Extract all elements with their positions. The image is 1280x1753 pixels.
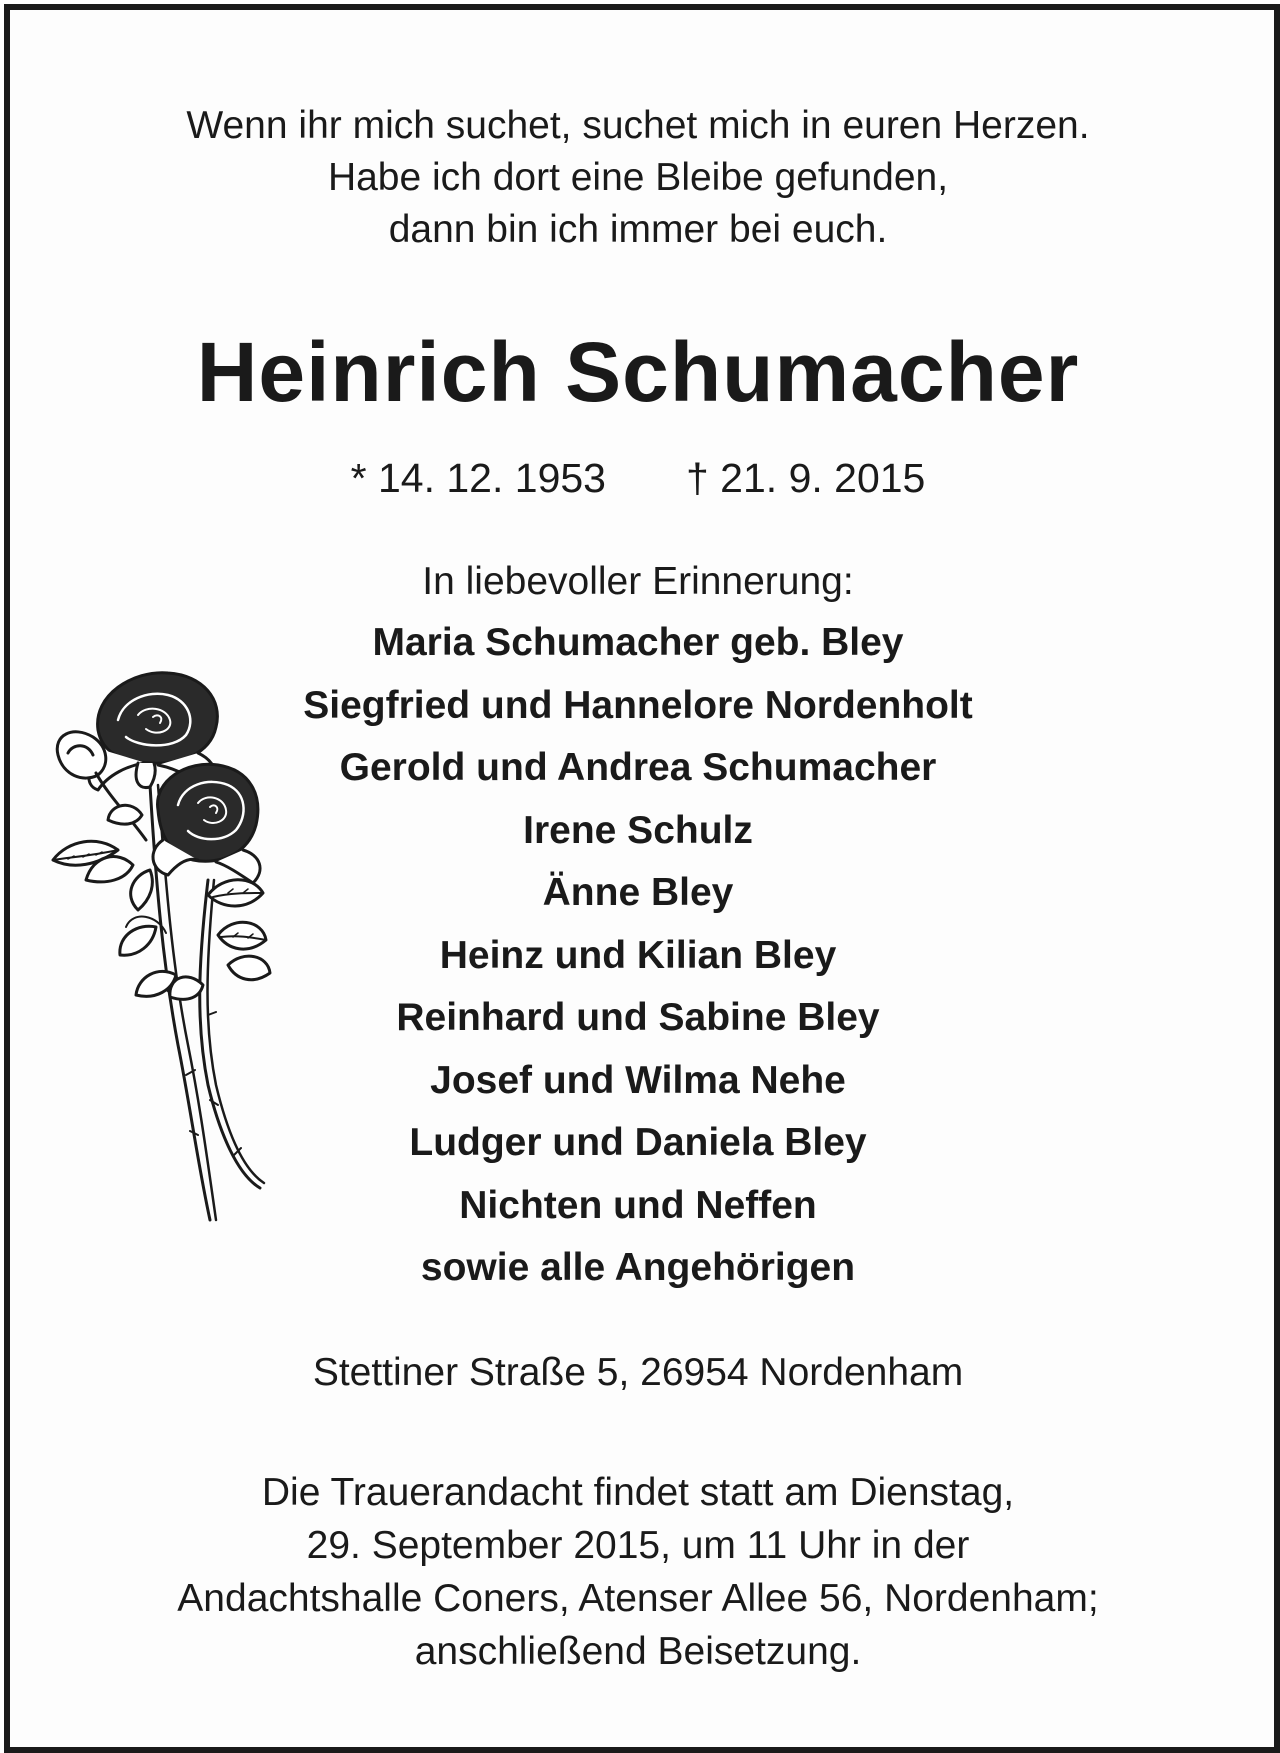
memory-heading: In liebevoller Erinnerung: bbox=[422, 560, 854, 603]
mourner-name: Ludger und Daniela Bley bbox=[409, 1121, 867, 1164]
quote-line: Wenn ihr mich suchet, suchet mich in euren Herzen. bbox=[186, 104, 1090, 147]
life-dates bbox=[0, 448, 1276, 508]
quote-line: Habe ich dort eine Bleibe gefunden, bbox=[327, 156, 949, 199]
service-line: anschließend Beisetzung. bbox=[414, 1630, 862, 1673]
family-address: Stettiner Straße 5, 26954 Nordenham bbox=[312, 1351, 964, 1394]
mourner-name: Irene Schulz bbox=[523, 808, 753, 852]
rose-icon bbox=[38, 665, 298, 1235]
quote-line: dann bin ich immer bei euch. bbox=[388, 208, 888, 251]
service-line: Die Trauerandacht findet statt am Dienstag, bbox=[261, 1471, 1015, 1514]
deceased-name: Heinrich Schumacher bbox=[196, 325, 1080, 419]
service-line: 29. September 2015, um 11 Uhr in der bbox=[306, 1524, 970, 1567]
service-details bbox=[0, 1466, 1276, 1678]
birth-date: * 14. 12. 1953 bbox=[350, 455, 606, 501]
service-line: Andachtshalle Coners, Atenser Allee 56, Nordenham; bbox=[177, 1577, 1099, 1620]
mourner-name: Gerold und Andrea Schumacher bbox=[339, 746, 937, 789]
mourner-name: Maria Schumacher geb. Bley bbox=[372, 621, 904, 664]
mourner-name: Josef und Wilma Nehe bbox=[430, 1058, 846, 1102]
mourner-name: Heinz und Kilian Bley bbox=[439, 933, 837, 977]
mourner-name: sowie alle Angehörigen bbox=[420, 1246, 856, 1289]
mourner-name: Siegfried und Hannelore Nordenholt bbox=[303, 683, 973, 727]
mourner-name: Änne Bley bbox=[542, 871, 734, 914]
mourner-name: Nichten und Neffen bbox=[459, 1183, 817, 1227]
death-date: † 21. 9. 2015 bbox=[685, 455, 926, 501]
mourner-name: Reinhard und Sabine Bley bbox=[396, 996, 880, 1039]
memorial-quote bbox=[0, 100, 1276, 256]
